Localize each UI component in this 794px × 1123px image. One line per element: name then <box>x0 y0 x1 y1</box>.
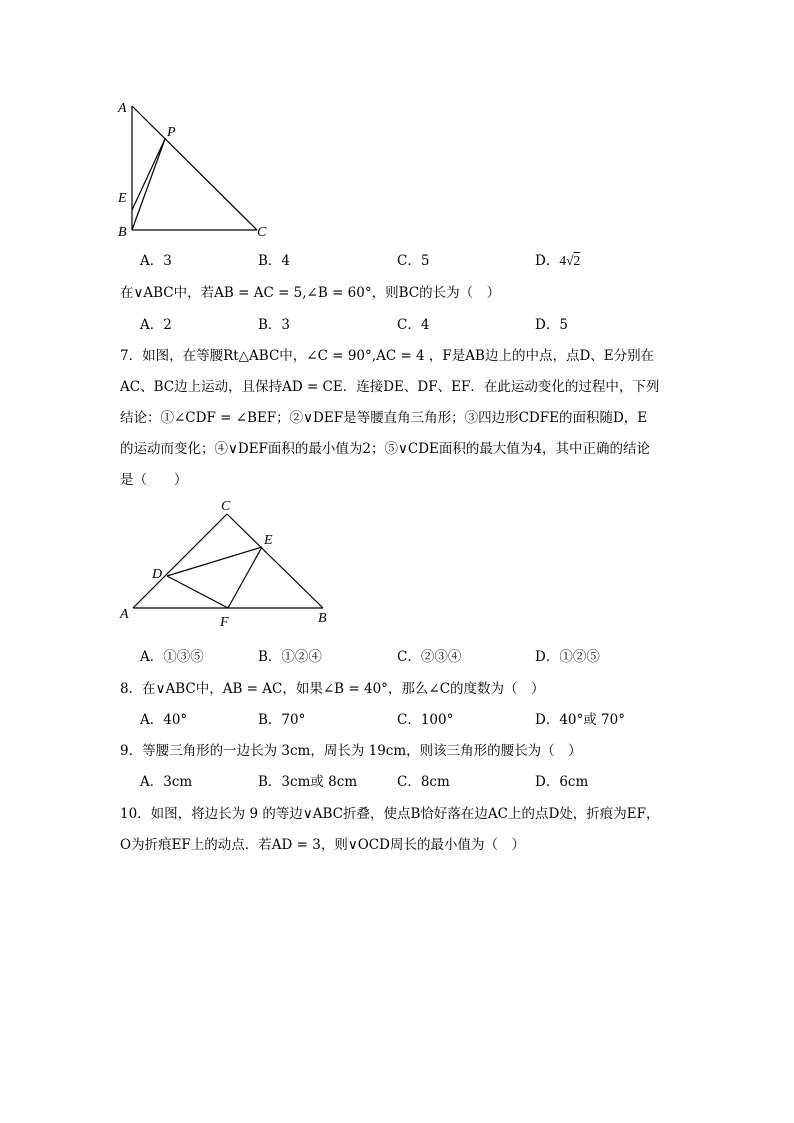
q7-option-b: B．①②④ <box>258 649 322 665</box>
q7-option-d: D．①②⑤ <box>535 649 600 665</box>
q8-option-a: A．40° <box>140 712 188 728</box>
label-a: A <box>118 101 127 116</box>
label-e: E <box>118 191 127 206</box>
q6-option-d: D．5 <box>535 317 568 333</box>
q5-option-c: C．5 <box>397 253 430 269</box>
label-a: A <box>120 607 129 622</box>
q9-option-a: A．3cm <box>140 774 193 790</box>
q6-option-a: A．2 <box>140 317 172 333</box>
q10-line-1: 10．如图，将边长为 9 的等边∨ABC折叠，使点B恰好落在边AC上的点D处，折痕为EF， <box>120 806 660 822</box>
q9-option-c: C．8cm <box>397 774 450 790</box>
label-b: B <box>318 611 327 626</box>
q8-option-b: B．70° <box>258 712 306 728</box>
figure-triangle-cdef <box>112 494 342 630</box>
q8-option-d: D．40°或 70° <box>535 712 625 728</box>
q6-option-b: B．3 <box>258 317 291 333</box>
q5-option-a: A．3 <box>140 253 172 269</box>
q5-option-d: D．4√2 <box>535 253 581 269</box>
label-d: D <box>152 567 163 582</box>
q6-question: 在∨ABC中，若AB = AC = 5,∠B = 60°，则BC的长为（ ） <box>120 285 501 301</box>
figure-triangle-abc-p-e <box>112 96 282 244</box>
q7-line-4: 的运动而变化；④∨DEF面积的最小值为2；⑤∨CDE面积的最大值为4，其中正确的结论 <box>120 441 650 457</box>
q6-option-c: C．4 <box>397 317 430 333</box>
q7-line-1: 7．如图，在等腰Rt△ABC中，∠C = 90°,AC = 4 ，F是AB边上的中点，点D、E分别在 <box>120 348 655 364</box>
q7-line-5: 是（ ） <box>120 472 188 488</box>
label-c: C <box>221 499 231 514</box>
label-e: E <box>264 533 273 548</box>
label-c: C <box>257 225 267 240</box>
q7-option-c: C．②③④ <box>397 649 462 665</box>
q5-option-b: B．4 <box>258 253 291 269</box>
label-b: B <box>118 225 127 240</box>
q9-question: 9．等腰三角形的一边长为 3cm，周长为 19cm，则该三角形的腰长为（ ） <box>120 743 582 759</box>
q9-option-b: B．3cm或 8cm <box>258 774 358 790</box>
q9-option-d: D．6cm <box>535 774 589 790</box>
q10-line-2: O为折痕EF上的动点．若AD = 3，则∨OCD周长的最小值为（ ） <box>120 837 525 853</box>
q8-question: 8．在∨ABC中，AB = AC，如果∠B = 40°，那么∠C的度数为（ ） <box>120 681 545 697</box>
q7-option-a: A．①③⑤ <box>140 649 204 665</box>
q7-line-2: AC、BC边上运动，且保持AD = CE．连接DE、DF、EF．在此运动变化的过程中，下列 <box>120 379 660 395</box>
label-f: F <box>220 615 229 630</box>
label-p: P <box>167 125 176 140</box>
q7-line-3: 结论：①∠CDF = ∠BEF；②∨DEF是等腰直角三角形；③四边形CDFE的面积随D，E <box>120 410 648 426</box>
q8-option-c: C．100° <box>397 712 454 728</box>
